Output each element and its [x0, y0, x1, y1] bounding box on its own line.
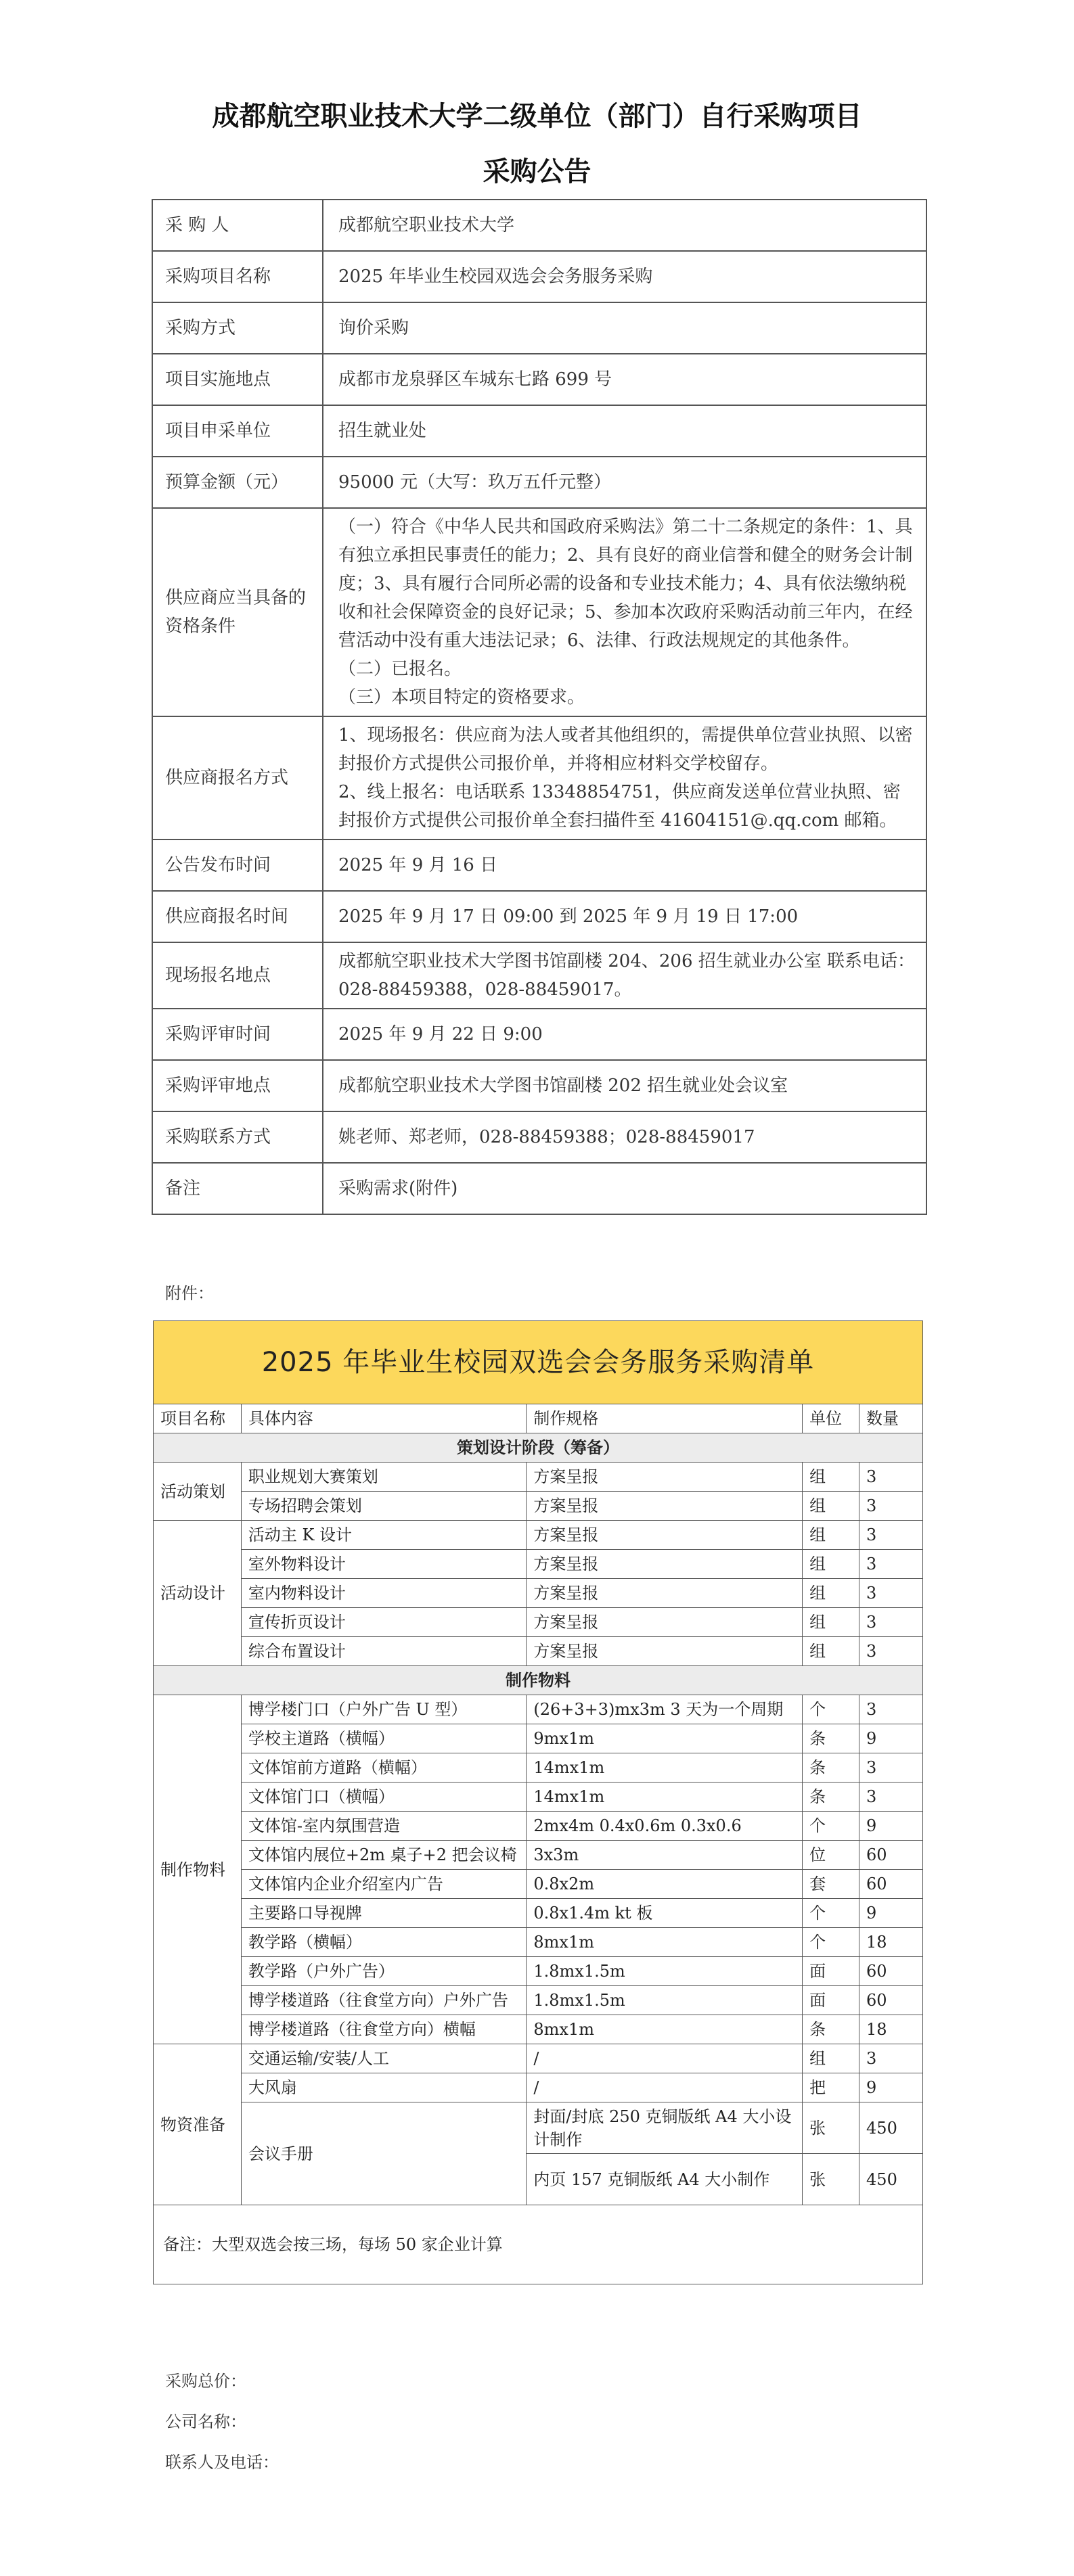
item-qty: 18: [859, 2015, 923, 2044]
item-content: 职业规划大赛策划: [241, 1463, 527, 1492]
item-spec: 14mx1m: [527, 1782, 803, 1812]
info-row: [152, 1009, 926, 1060]
info-value: 姚老师、郑老师，028-88459388；028-88459017: [323, 1111, 926, 1163]
info-row: [152, 891, 926, 942]
item-qty: 3: [859, 1695, 923, 1724]
item-qty: 60: [859, 1841, 923, 1870]
info-row: [152, 1111, 926, 1163]
info-value: 2025 年毕业生校园双选会会务服务采购: [323, 251, 926, 302]
info-label: 项目申采单位: [152, 405, 323, 457]
info-row: [152, 354, 926, 405]
info-label: 预算金额（元）: [152, 457, 323, 508]
item-spec: 8mx1m: [527, 1928, 803, 1957]
announcement-table: [152, 199, 927, 1215]
item-qty: 450: [859, 2154, 923, 2205]
item-spec: 0.8x1.4m kt 板: [527, 1899, 803, 1928]
info-label: 项目实施地点: [152, 354, 323, 405]
item-unit: 面: [803, 1957, 859, 1986]
info-label: 公告发布时间: [152, 840, 323, 891]
info-row: [152, 405, 926, 457]
section-row: [154, 1666, 923, 1695]
item-content: 文体馆内展位+2m 桌子+2 把会议椅: [241, 1841, 527, 1870]
item-spec: 1.8mx1.5m: [527, 1957, 803, 1986]
item-qty: 9: [859, 1724, 923, 1753]
info-value: 成都航空职业技术大学: [323, 200, 926, 251]
item-content: 主要路口导视牌: [241, 1899, 527, 1928]
info-value: 2025 年 9 月 22 日 9:00: [323, 1009, 926, 1060]
procurement-list-table: [153, 1320, 923, 2284]
info-row: [152, 1060, 926, 1111]
table-row: [154, 1492, 923, 1521]
item-spec: 14mx1m: [527, 1753, 803, 1782]
item-qty: 60: [859, 1870, 923, 1899]
item-spec: 1.8mx1.5m: [527, 1986, 803, 2015]
procurement-list-title: 2025 年毕业生校园双选会会务服务采购清单: [154, 1321, 923, 1404]
info-value: 1、现场报名：供应商为法人或者其他组织的，需提供单位营业执照、以密封报价方式提供公司报价单，并将相应材料交学校留存。 2、线上报名：电话联系 13348854751，供应商发送单位营业执照、密封报价方式提供公司报价单全套扫描件至 41604151@.qq.com 邮箱。: [323, 716, 926, 840]
column-header: 项目名称: [154, 1404, 242, 1433]
column-header: 具体内容: [241, 1404, 527, 1433]
item-spec: (26+3+3)mx3m 3 天为一个周期: [527, 1695, 803, 1724]
footer-contact: 联系人及电话：: [165, 2453, 279, 2472]
info-row: [152, 508, 926, 716]
info-label: 采 购 人: [152, 200, 323, 251]
attachment-label: 附件：: [165, 1284, 214, 1303]
info-value: 成都航空职业技术大学图书馆副楼 204、206 招生就业办公室 联系电话：028-88459388，028-88459017。: [323, 942, 926, 1009]
table-row: [154, 1579, 923, 1608]
item-unit: 条: [803, 1782, 859, 1812]
item-content: 博学楼门口（户外广告 U 型）: [241, 1695, 527, 1724]
note-row: [154, 2205, 923, 2284]
item-qty: 3: [859, 2044, 923, 2073]
table-row: [154, 1957, 923, 1986]
item-spec: 封面/封底 250 克铜版纸 A4 大小设计制作: [527, 2102, 803, 2154]
item-spec: 方案呈报: [527, 1550, 803, 1579]
page-title: 成都航空职业技术大学二级单位（部门）自行采购项目: [212, 101, 862, 132]
column-header: 数量: [859, 1404, 923, 1433]
info-label: 供应商报名方式: [152, 716, 323, 840]
item-unit: 个: [803, 1695, 859, 1724]
item-spec: /: [527, 2044, 803, 2073]
item-qty: 60: [859, 1986, 923, 2015]
footer-company: 公司名称：: [165, 2412, 246, 2431]
item-qty: 3: [859, 1521, 923, 1550]
item-qty: 3: [859, 1608, 923, 1637]
table-row: [154, 1812, 923, 1841]
item-qty: 450: [859, 2102, 923, 2154]
item-content: 文体馆门口（横幅）: [241, 1782, 527, 1812]
item-spec: 方案呈报: [527, 1492, 803, 1521]
table-row: [154, 1782, 923, 1812]
item-unit: 组: [803, 1463, 859, 1492]
info-row: [152, 302, 926, 354]
info-row: [152, 840, 926, 891]
item-content: 教学路（横幅）: [241, 1928, 527, 1957]
info-value: 95000 元（大写：玖万五仟元整）: [323, 457, 926, 508]
item-spec: 9mx1m: [527, 1724, 803, 1753]
info-label: 采购方式: [152, 302, 323, 354]
item-qty: 3: [859, 1637, 923, 1666]
info-value: 询价采购: [323, 302, 926, 354]
item-content: 大风扇: [241, 2073, 527, 2102]
info-label: 采购评审时间: [152, 1009, 323, 1060]
item-content: 文体馆-室内氛围营造: [241, 1812, 527, 1841]
item-unit: 组: [803, 1492, 859, 1521]
item-unit: 条: [803, 2015, 859, 2044]
footer-total: 采购总价：: [165, 2372, 246, 2391]
table-row: [154, 2044, 923, 2073]
table-row: [154, 2073, 923, 2102]
item-unit: 面: [803, 1986, 859, 2015]
info-label: 采购联系方式: [152, 1111, 323, 1163]
group-name: 活动设计: [154, 1521, 242, 1666]
item-content: 宣传折页设计: [241, 1608, 527, 1637]
item-unit: 组: [803, 1637, 859, 1666]
table-row: [154, 1724, 923, 1753]
info-row: [152, 942, 926, 1009]
page-subtitle: 采购公告: [483, 156, 591, 187]
info-label: 现场报名地点: [152, 942, 323, 1009]
item-qty: 18: [859, 1928, 923, 1957]
table-row: [154, 2102, 923, 2154]
table-row: [154, 1463, 923, 1492]
item-unit: 组: [803, 1521, 859, 1550]
table-row: [154, 1550, 923, 1579]
item-spec: /: [527, 2073, 803, 2102]
item-spec: 方案呈报: [527, 1463, 803, 1492]
item-qty: 9: [859, 1899, 923, 1928]
table-row: [154, 1637, 923, 1666]
item-spec: 内页 157 克铜版纸 A4 大小制作: [527, 2154, 803, 2205]
item-unit: 组: [803, 1550, 859, 1579]
table-row: [154, 2015, 923, 2044]
item-qty: 3: [859, 1579, 923, 1608]
item-qty: 3: [859, 1782, 923, 1812]
info-value: 成都市龙泉驿区车城东七路 699 号: [323, 354, 926, 405]
table-note: 备注：大型双选会按三场，每场 50 家企业计算: [154, 2205, 923, 2284]
section-heading: 策划设计阶段（筹备）: [154, 1433, 923, 1463]
item-unit: 个: [803, 1899, 859, 1928]
item-content: 室内物料设计: [241, 1579, 527, 1608]
info-value: 2025 年 9 月 16 日: [323, 840, 926, 891]
item-content: 交通运输/安装/人工: [241, 2044, 527, 2073]
item-content: 学校主道路（横幅）: [241, 1724, 527, 1753]
column-header: 单位: [803, 1404, 859, 1433]
item-content: 博学楼道路（往食堂方向）户外广告: [241, 1986, 527, 2015]
item-unit: 条: [803, 1753, 859, 1782]
item-content: 教学路（户外广告）: [241, 1957, 527, 1986]
column-header: 制作规格: [527, 1404, 803, 1433]
info-label: 采购项目名称: [152, 251, 323, 302]
item-content: 室外物料设计: [241, 1550, 527, 1579]
info-row: [152, 716, 926, 840]
item-qty: 3: [859, 1753, 923, 1782]
info-value: 招生就业处: [323, 405, 926, 457]
table-row: [154, 1521, 923, 1550]
item-unit: 位: [803, 1841, 859, 1870]
item-spec: 0.8x2m: [527, 1870, 803, 1899]
info-row: [152, 251, 926, 302]
item-qty: 3: [859, 1550, 923, 1579]
group-name: 制作物料: [154, 1695, 242, 2044]
item-content: 综合布置设计: [241, 1637, 527, 1666]
item-spec: 2mx4m 0.4x0.6m 0.3x0.6: [527, 1812, 803, 1841]
table-row: [154, 1841, 923, 1870]
section-heading: 制作物料: [154, 1666, 923, 1695]
section-row: [154, 1433, 923, 1463]
info-value: （一）符合《中华人民共和国政府采购法》第二十二条规定的条件：1、具有独立承担民事责任的能力；2、具有良好的商业信誉和健全的财务会计制度；3、具有履行合同所必需的设备和专业技术能力；4、具有依法缴纳税收和社会保障资金的良好记录；5、参加本次政府采购活动前三年内，在经营活动中没有重大违法记录；6、法律、行政法规规定的其他条件。 （二）已报名。 （三）本项目特定的资格要求。: [323, 508, 926, 716]
table-row: [154, 1986, 923, 2015]
item-content: 专场招聘会策划: [241, 1492, 527, 1521]
item-unit: 张: [803, 2154, 859, 2205]
info-label: 备注: [152, 1163, 323, 1214]
item-spec: 方案呈报: [527, 1579, 803, 1608]
item-spec: 8mx1m: [527, 2015, 803, 2044]
info-row: [152, 200, 926, 251]
group-name: 物资准备: [154, 2044, 242, 2205]
table-row: [154, 1899, 923, 1928]
group-name: 活动策划: [154, 1463, 242, 1521]
item-content: 活动主 K 设计: [241, 1521, 527, 1550]
info-row: [152, 457, 926, 508]
item-spec: 方案呈报: [527, 1521, 803, 1550]
item-content: 博学楼道路（往食堂方向）横幅: [241, 2015, 527, 2044]
info-label: 供应商报名时间: [152, 891, 323, 942]
item-spec: 方案呈报: [527, 1637, 803, 1666]
item-spec: 3x3m: [527, 1841, 803, 1870]
item-unit: 条: [803, 1724, 859, 1753]
item-content: 文体馆内企业介绍室内广告: [241, 1870, 527, 1899]
item-unit: 个: [803, 1812, 859, 1841]
info-label: 采购评审地点: [152, 1060, 323, 1111]
item-qty: 60: [859, 1957, 923, 1986]
table-row: [154, 1695, 923, 1724]
item-spec: 方案呈报: [527, 1608, 803, 1637]
item-qty: 3: [859, 1463, 923, 1492]
item-unit: 组: [803, 1579, 859, 1608]
item-qty: 3: [859, 1492, 923, 1521]
item-qty: 9: [859, 2073, 923, 2102]
info-value: 采购需求(附件): [323, 1163, 926, 1214]
item-content: 文体馆前方道路（横幅）: [241, 1753, 527, 1782]
table-row: [154, 1928, 923, 1957]
item-unit: 个: [803, 1928, 859, 1957]
item-unit: 套: [803, 1870, 859, 1899]
item-qty: 9: [859, 1812, 923, 1841]
table-row: [154, 1608, 923, 1637]
item-content: 会议手册: [241, 2102, 527, 2205]
table-row: [154, 1870, 923, 1899]
info-row: [152, 1163, 926, 1214]
item-unit: 组: [803, 1608, 859, 1637]
item-unit: 组: [803, 2044, 859, 2073]
info-value: 成都航空职业技术大学图书馆副楼 202 招生就业处会议室: [323, 1060, 926, 1111]
item-unit: 把: [803, 2073, 859, 2102]
table-row: [154, 1753, 923, 1782]
info-value: 2025 年 9 月 17 日 09:00 到 2025 年 9 月 19 日 17:00: [323, 891, 926, 942]
item-unit: 张: [803, 2102, 859, 2154]
info-label: 供应商应当具备的资格条件: [152, 508, 323, 716]
